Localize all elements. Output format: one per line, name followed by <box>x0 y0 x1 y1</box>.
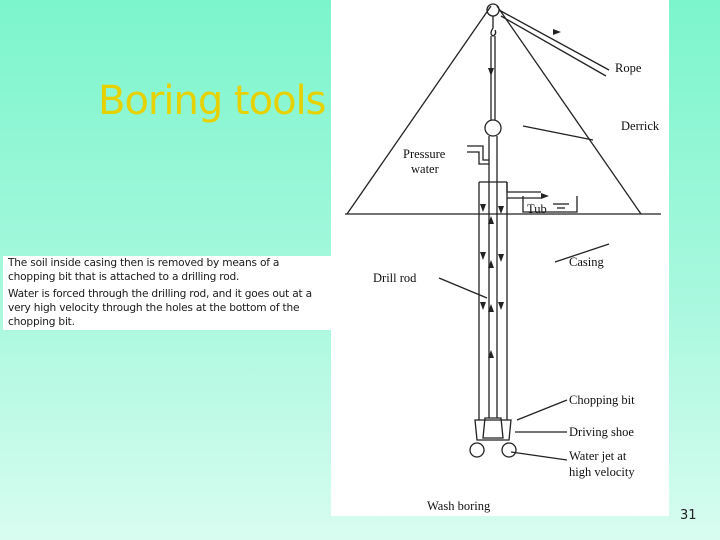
label-water-jet-1: Water jet at <box>569 449 627 463</box>
page-number: 31 <box>680 508 697 523</box>
derrick-left-leg <box>347 6 491 214</box>
caption-line: chopping bit. <box>8 316 75 328</box>
swivel <box>485 120 501 136</box>
label-casing: Casing <box>569 255 604 269</box>
wash-boring-diagram <box>331 0 669 516</box>
caption-line: The soil inside casing then is removed by means of a <box>8 257 280 269</box>
chopping-bit <box>483 418 503 438</box>
caption-line: chopping bit that is attached to a drilling rod. <box>8 271 240 283</box>
hook <box>491 16 496 36</box>
label-chopping-bit: Chopping bit <box>569 393 635 407</box>
derrick-right-leg <box>497 6 641 214</box>
label-pressure: Pressure <box>403 147 446 161</box>
label-water: water <box>411 162 439 176</box>
label-wash-boring: Wash boring <box>427 499 491 513</box>
label-drill-rod: Drill rod <box>373 271 417 285</box>
caption-box <box>3 256 344 330</box>
label-driving-shoe: Driving shoe <box>569 425 634 439</box>
slide-title: Boring tools <box>98 78 326 124</box>
caption-line: Water is forced through the drilling rod, and it goes out at a <box>8 288 312 300</box>
label-water-jet-2: high velocity <box>569 465 635 479</box>
label-derrick: Derrick <box>621 119 660 133</box>
label-tub: Tub <box>527 202 547 216</box>
caption-line: very high velocity through the holes at the bottom of the <box>8 302 300 314</box>
rope-line <box>499 10 609 70</box>
driving-shoe <box>475 420 511 440</box>
wash-boring-drawing <box>331 0 669 516</box>
label-rope: Rope <box>615 61 642 75</box>
